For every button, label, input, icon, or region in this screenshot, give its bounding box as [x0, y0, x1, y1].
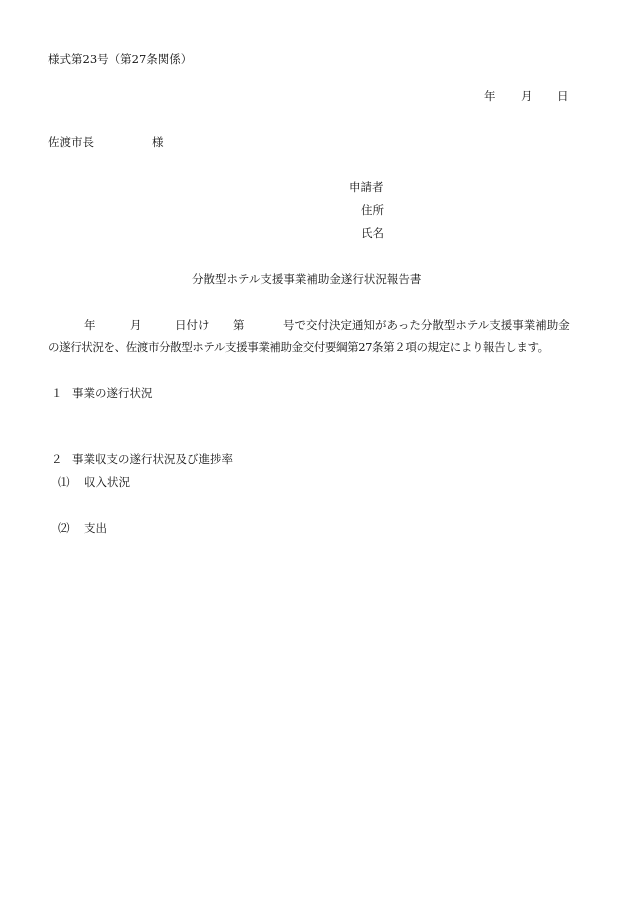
body-line2: の遂行状況を、佐渡市分散型ホテル支援事業補助金交付要綱第27条第２項の規定により報告します。 — [48, 340, 549, 354]
subsection-1-title: 収入状況 — [84, 475, 130, 489]
section-1-title: 事業の遂行状況 — [72, 386, 153, 400]
subsection-2-title: 支出 — [84, 521, 107, 535]
body-month-label: 月 — [130, 318, 142, 332]
date-year-label: 年 — [484, 89, 496, 103]
section-1-number: １ — [51, 386, 63, 400]
subsection-1-number: ⑴ — [58, 475, 70, 489]
applicant-name-label: 氏名 — [361, 226, 384, 240]
body-line1-rest: 号で交付決定通知があった分散型ホテル支援事業補助金 — [283, 318, 570, 332]
document-title: 分散型ホテル支援事業補助金遂行状況報告書 — [192, 272, 422, 286]
section-2-title: 事業収支の遂行状況及び進捗率 — [72, 452, 233, 466]
form-number: 様式第23号（第27条関係） — [48, 52, 193, 66]
section-2-number: ２ — [51, 452, 63, 466]
addressee-honorific: 様 — [152, 135, 164, 149]
subsection-2-number: ⑵ — [58, 521, 70, 535]
addressee-name: 佐渡市長 — [48, 135, 94, 149]
body-year-label: 年 — [84, 318, 96, 332]
applicant-address-label: 住所 — [361, 203, 384, 217]
body-date-suffix: 日付け — [175, 318, 210, 332]
applicant-label: 申請者 — [349, 180, 384, 194]
date-day-label: 日 — [557, 89, 569, 103]
date-month-label: 月 — [521, 89, 533, 103]
body-dai-label: 第 — [233, 318, 245, 332]
